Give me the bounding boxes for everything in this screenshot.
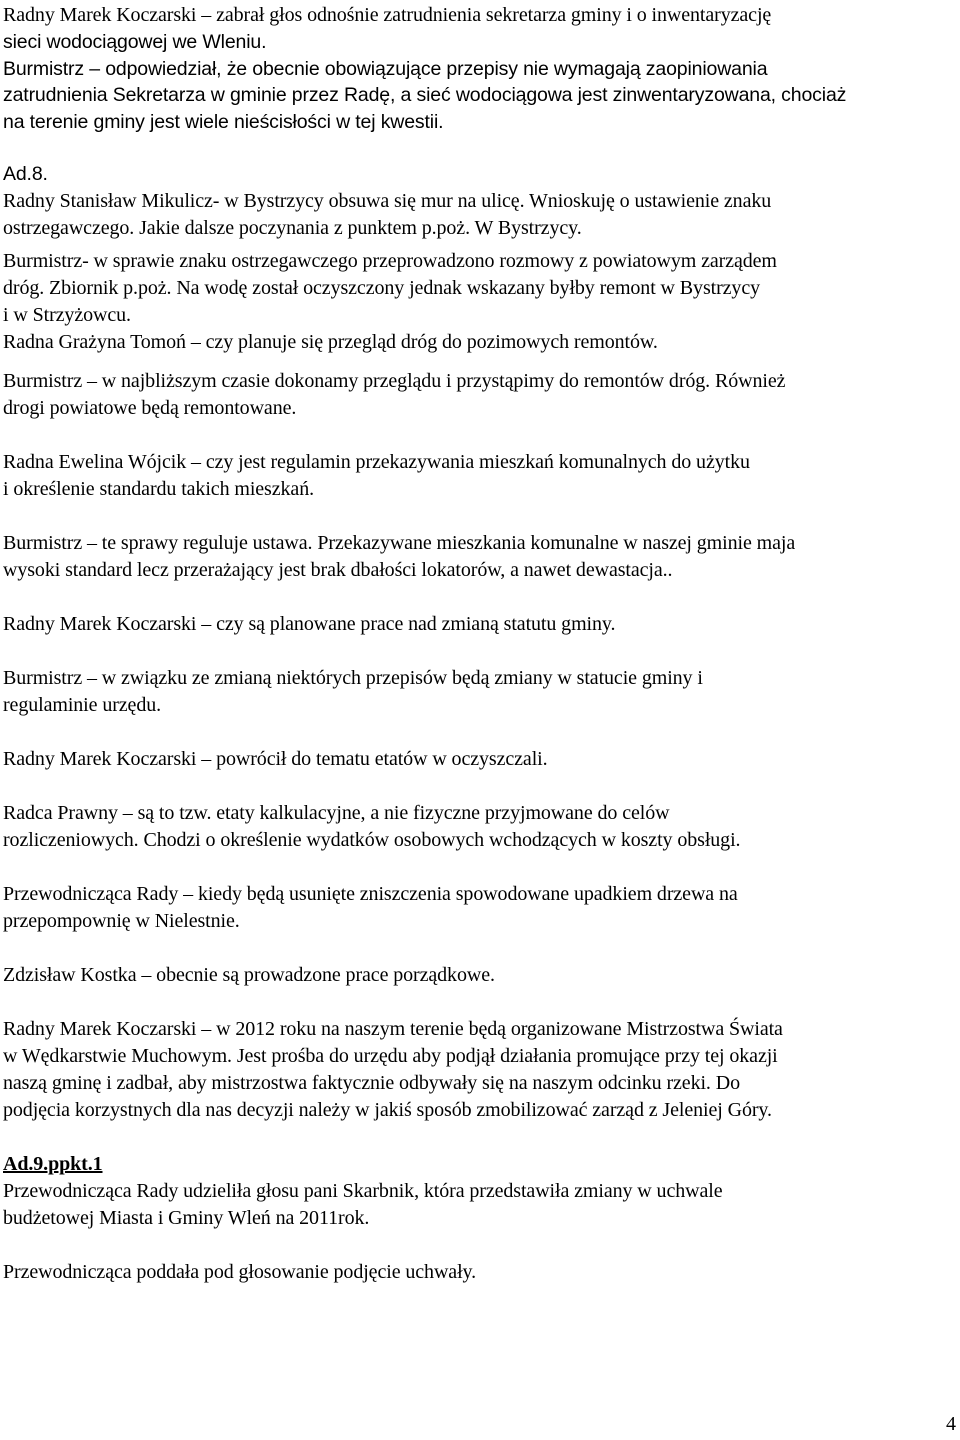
paragraph-line: Radny Marek Koczarski – powrócił do tematu etatów w oczyszczali. (3, 747, 548, 770)
paragraph-line: Radny Stanisław Mikulicz- w Bystrzycy obsuwa się mur na ulicę. Wnioskuję o ustawienie znaku (3, 189, 772, 212)
paragraph-line: Radna Grażyna Tomoń – czy planuje się przegląd dróg do pozimowych remontów. (3, 330, 658, 353)
paragraph-line: zatrudnienia Sekretarza w gminie przez Radę, a sieć wodociągowa jest zinwentaryzowana, chociaż (3, 84, 847, 106)
paragraph-line: wysoki standard lecz przerażający jest brak dbałości lokatorów, a nawet dewastacja.. (3, 558, 673, 581)
paragraph-line: rozliczeniowych. Chodzi o określenie wydatków osobowych wchodzących w koszty obsługi. (3, 828, 741, 851)
paragraph-line: sieci wodociągowej we Wleniu. (3, 31, 267, 53)
paragraph-line: Burmistrz – te sprawy reguluje ustawa. Przekazywane mieszkania komunalne w naszej gminie maja (3, 531, 796, 554)
paragraph-line: naszą gminę i zadbał, aby mistrzostwa faktycznie odbywały się na naszym odcinku rzeki. Do (3, 1071, 740, 1094)
paragraph-line: i w Strzyżowcu. (3, 303, 131, 326)
section-heading-ad9: Ad.9.ppkt.1 (3, 1152, 103, 1175)
paragraph-line: Radna Ewelina Wójcik – czy jest regulamin przekazywania mieszkań komunalnych do użytku (3, 450, 750, 473)
paragraph-line: Burmistrz- w sprawie znaku ostrzegawczego przeprowadzono rozmowy z powiatowym zarządem (3, 249, 777, 272)
paragraph-line: Zdzisław Kostka – obecnie są prowadzone prace porządkowe. (3, 963, 495, 986)
paragraph-line: budżetowej Miasta i Gminy Wleń na 2011rok. (3, 1206, 370, 1229)
paragraph-line: Radny Marek Koczarski – w 2012 roku na naszym terenie będą organizowane Mistrzostwa Świata (3, 1017, 783, 1040)
paragraph-line: Przewodnicząca poddała pod głosowanie podjęcie uchwały. (3, 1260, 477, 1283)
document-page (3, 2, 957, 1286)
paragraph-line: regulaminie urzędu. (3, 693, 162, 716)
paragraph-line: ostrzegawczego. Jakie dalsze poczynania z punktem p.poż. W Bystrzycy. (3, 216, 582, 239)
paragraph-line: i określenie standardu takich mieszkań. (3, 477, 314, 500)
paragraph-line: Przewodnicząca Rady udzieliła głosu pani Skarbnik, która przedstawiła zmiany w uchwale (3, 1179, 723, 1202)
paragraph-line: na terenie gminy jest wiele nieścisłości w tej kwestii. (3, 110, 444, 133)
section-heading-ad8: Ad.8. (3, 163, 48, 185)
paragraph-line: Burmistrz – w najbliższym czasie dokonamy przeglądu i przystąpimy do remontów dróg. Również (3, 369, 786, 392)
paragraph-line: Radca Prawny – są to tzw. etaty kalkulacyjne, a nie fizyczne przyjmowane do celów (3, 801, 670, 824)
paragraph-line: Radny Marek Koczarski – czy są planowane prace nad zmianą statutu gminy. (3, 612, 616, 635)
paragraph-line: podjęcia korzystnych dla nas decyzji należy w jakiś sposób zmobilizować zarząd z Jeleniej Góry. (3, 1098, 772, 1121)
paragraph-line: drogi powiatowe będą remontowane. (3, 396, 297, 419)
page-number: 4 (946, 1413, 956, 1435)
paragraph-line: Przewodnicząca Rady – kiedy będą usunięte zniszczenia spowodowane upadkiem drzewa na (3, 882, 738, 905)
paragraph-burmistrz-reply (3, 29, 957, 135)
paragraph-line: dróg. Zbiornik p.poż. Na wodę został oczyszczony jednak wskazany byłby remont w Bystrzycy (3, 276, 760, 299)
paragraph-line: w Wędkarstwie Muchowym. Jest prośba do urzędu aby podjął działania promujące przy tej okazji (3, 1044, 778, 1067)
paragraph-line: Burmistrz – w związku ze zmianą niektórych przepisów będą zmiany w statucie gminy i (3, 666, 703, 689)
paragraph-line: Burmistrz – odpowiedział, że obecnie obowiązujące przepisy nie wymagają zaopiniowania (3, 57, 768, 80)
paragraph-koczarski-line-1: Radny Marek Koczarski – zabrał głos odnośnie zatrudnienia sekretarza gminy i o inwentaryzację (3, 4, 772, 26)
paragraph-line: przepompownię w Nielestnie. (3, 909, 240, 932)
